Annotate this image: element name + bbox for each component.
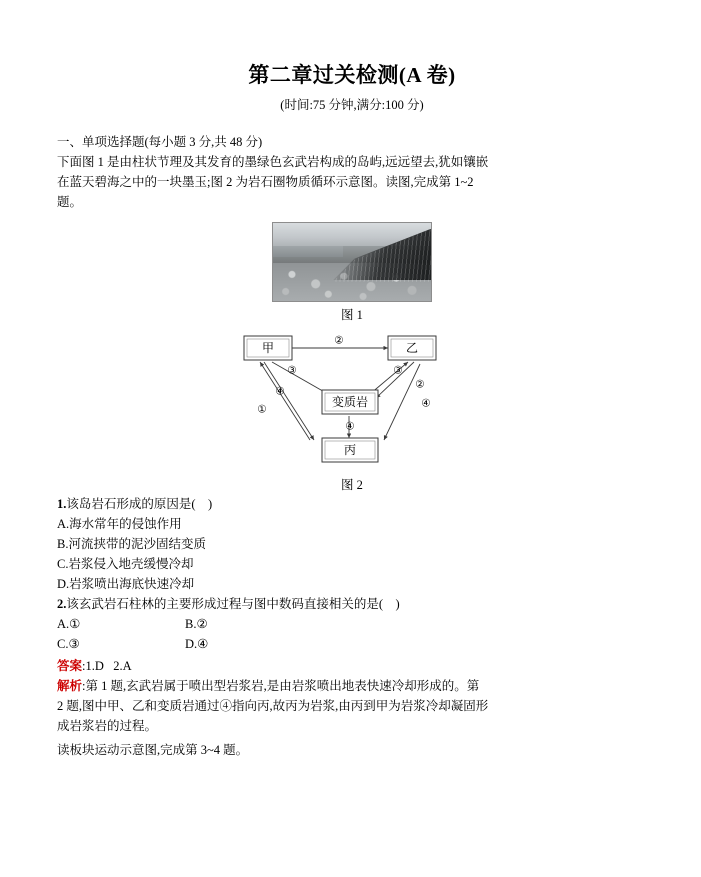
- diagram-arrow-label-d: ②: [415, 378, 425, 390]
- question-2-options-row-2: [57, 634, 647, 654]
- photo-sea-region: [273, 246, 343, 257]
- diagram-arrow-label-f: ④: [345, 420, 355, 432]
- analysis-label: 解析: [57, 678, 83, 693]
- question-2-blank[interactable]: [383, 597, 396, 611]
- figure-1-block: [57, 222, 647, 324]
- analysis-block: [57, 676, 647, 736]
- analysis-line-2: 2 题,图中甲、乙和变质岩通过④指向丙,故丙为岩浆,由丙到甲为岩浆冷却凝固形: [57, 698, 489, 713]
- question-1-text: 该岛岩石形成的原因是(: [66, 496, 196, 511]
- diagram-box-bottom-label: 丙: [343, 442, 357, 457]
- material-text-line-2: 在蓝天碧海之中的一块墨玉;图 2 为岩石圈物质循环示意图。读图,完成第 1~2: [57, 174, 474, 189]
- diagram-box-top-left-label: 甲: [261, 340, 275, 355]
- figure-2-caption: 图 2: [341, 477, 363, 492]
- question-2-options-row-1: [57, 614, 647, 634]
- question-2-text: 该玄武岩石柱林的主要形成过程与图中数码直接相关的是(: [66, 596, 384, 611]
- columnar-basalt-photo: [272, 222, 432, 302]
- diagram-arrow-label-b: ③: [287, 364, 297, 376]
- analysis-text-1: 第 1 题,玄武岩属于喷出型岩浆岩,是由岩浆喷出地表快速冷却形成的。第: [85, 678, 480, 693]
- material-text-line-1: 下面图 1 是由柱状节理及其发育的墨绿色玄武岩构成的岛屿,远远望去,犹如镶嵌: [57, 154, 489, 169]
- answer-label: 答案: [57, 658, 83, 673]
- question-1-number: 1.: [57, 496, 67, 511]
- analysis-line-3: 成岩浆岩的过程。: [57, 718, 158, 733]
- diagram-arrow-label-a: ②: [334, 334, 344, 346]
- question-2-option-c[interactable]: C.③: [57, 636, 80, 651]
- analysis-line-1: [57, 676, 647, 696]
- diagram-arrow-label-h: ④: [421, 397, 431, 409]
- figure-1-caption: 图 1: [341, 307, 363, 322]
- answer-block: [57, 656, 647, 676]
- question-2-option-a[interactable]: A.①: [57, 616, 81, 631]
- next-material-text: 读板块运动示意图,完成第 3~4 题。: [57, 742, 249, 757]
- document-content: [57, 62, 647, 760]
- question-2-option-d[interactable]: D.④: [185, 636, 209, 651]
- answer-text: 1.D 2.A: [85, 658, 132, 673]
- question-2-stem-close: ): [395, 596, 400, 611]
- figure-2-block: [57, 332, 647, 494]
- diagram-arrow-label-g: ①: [257, 403, 267, 415]
- question-1-option-b[interactable]: B.河流挟带的泥沙固结变质: [57, 536, 206, 551]
- exam-meta-subtitle: (时间:75 分钟,满分:100 分): [280, 98, 424, 113]
- question-1-blank[interactable]: [196, 497, 209, 511]
- rock-cycle-diagram: [202, 332, 502, 472]
- analysis-separator: :: [82, 678, 86, 693]
- question-2-option-b[interactable]: B.②: [185, 616, 208, 631]
- question-1-stem-close: ): [208, 496, 213, 511]
- material-text-line-3: 题。: [57, 194, 83, 209]
- question-2-stem: [57, 594, 647, 614]
- diagram-arrow-label-e: ④: [275, 385, 285, 397]
- diagram-box-middle-label: 变质岩: [331, 394, 369, 409]
- question-1-option-a[interactable]: A.海水常年的侵蚀作用: [57, 516, 182, 531]
- question-1-option-c[interactable]: C.岩浆侵入地壳缓慢冷却: [57, 556, 194, 571]
- diagram-box-top-right-label: 乙: [405, 340, 419, 355]
- question-1-option-d[interactable]: D.岩浆喷出海底快速冷却: [57, 576, 195, 591]
- question-1-stem: [57, 494, 647, 514]
- diagram-arrow-label-c: ③: [393, 364, 403, 376]
- answer-separator: :: [82, 658, 86, 673]
- question-2-number: 2.: [57, 596, 67, 611]
- page-title: 第二章过关检测(A 卷): [248, 63, 456, 87]
- section-heading: 一、单项选择题(每小题 3 分,共 48 分): [57, 134, 263, 149]
